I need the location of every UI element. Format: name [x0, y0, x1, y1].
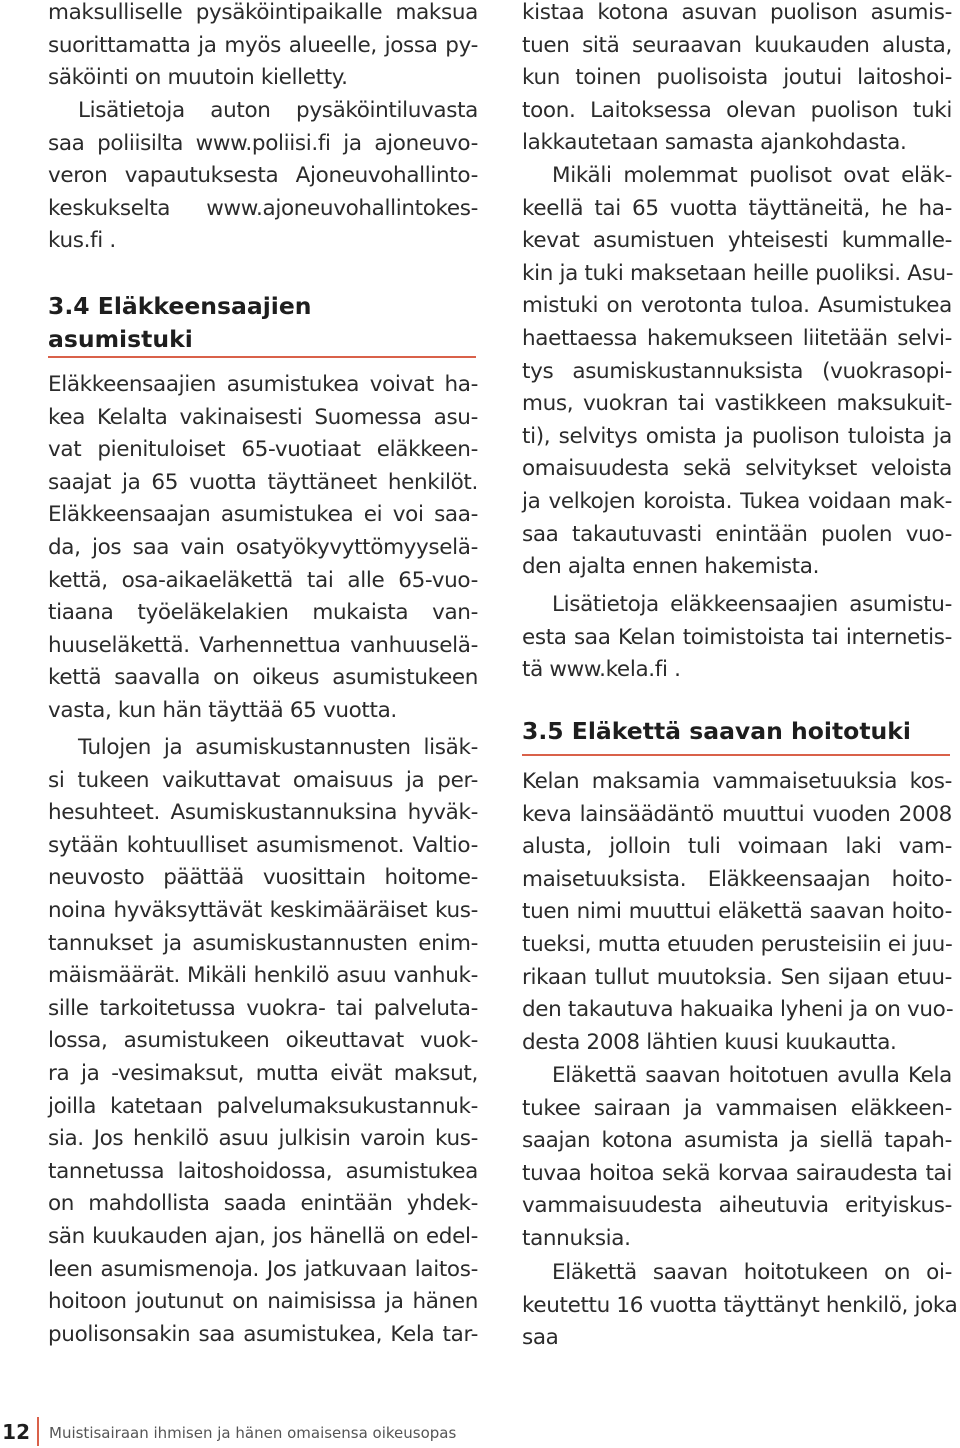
- text-line: vat pienituloiset 65-vuotiaat eläkkeen-: [48, 437, 478, 463]
- footer-divider: [37, 1417, 39, 1446]
- text-line: den takautuva hakuaika lyheni ja on vuo-: [522, 997, 954, 1023]
- text-line: tannetussa laitoshoidossa, asumistukea: [48, 1158, 478, 1184]
- text-line: keutettu 16 vuotta täyttänyt henkilö, joka: [522, 1292, 958, 1318]
- text-line: joilla katetaan palvelumaksukustannuk-: [48, 1093, 478, 1119]
- text-line: saajan kotona asumista ja siellä tapah-: [522, 1128, 952, 1154]
- section-heading-3-4: [48, 290, 478, 355]
- text-line: vasta, kun hän täyttää 65 vuotta.: [48, 697, 397, 723]
- text-line: alusta, jolloin tuli voimaan laki vam-: [522, 834, 952, 860]
- text-line: tuvaa hoitoa sekä korvaa sairaudesta tai: [522, 1160, 952, 1186]
- text-line: Mikäli molemmat puolisot ovat eläk-: [552, 163, 952, 188]
- heading-rule: [522, 754, 950, 756]
- text-line: kea Kelalta vakinaisesti Suomessa asu-: [48, 404, 478, 430]
- text-line: keellä tai 65 vuotta täyttäneitä, he ha-: [522, 195, 952, 221]
- paragraph: [522, 766, 952, 1059]
- text-line: saajat ja 65 vuotta täyttäneet henkilöt.: [48, 469, 478, 495]
- text-line: tueksi, mutta etuuden perusteisiin ei juu-: [522, 931, 953, 957]
- text-line: esta saa Kelan toimistoista tai internetis-: [522, 624, 952, 650]
- text-line: toon. Laitoksessa olevan puolison tuki: [522, 97, 952, 123]
- section-heading-3-5: [522, 715, 952, 748]
- text-line: huuseläkettä. Varhennettua vanhuuselä-: [48, 632, 478, 658]
- text-line: tiaana työeläkelakien mukaista van-: [48, 600, 478, 626]
- text-line: tannuksia.: [522, 1225, 631, 1251]
- text-line: saa poliisilta www.poliisi.fi ja ajoneuvo-: [48, 130, 478, 156]
- paragraph: [522, 1060, 952, 1256]
- text-line: lakkautetaan samasta ajankohdasta.: [522, 130, 907, 156]
- paragraph: [48, 369, 478, 728]
- text-line: saa takautuvasti enintään puolen vuo-: [522, 521, 952, 547]
- paragraph: [48, 95, 478, 258]
- text-line: lossa, asumistukeen oikeuttavat vuok-: [48, 1028, 478, 1054]
- text-line: ra ja -vesimaksut, mutta eivät maksut,: [48, 1060, 478, 1086]
- text-line: säköinti on muutoin kielletty.: [48, 65, 348, 91]
- text-line: Eläkettä saavan hoitotuen avulla Kela: [552, 1063, 952, 1088]
- heading-rule: [48, 356, 476, 358]
- text-line: Lisätietoja eläkkeensaajien asumistu-: [552, 592, 952, 617]
- text-line: tuen nimi muuttui eläkettä saavan hoito-: [522, 899, 952, 925]
- text-line: rikaan tullut muutoksia. Sen sijaan etuu-: [522, 964, 952, 990]
- text-line: vammaisuudesta aiheutuvia erityiskus-: [522, 1193, 952, 1219]
- text-line: kin ja tuki maksetaan heille puoliksi. Asu-: [522, 260, 954, 286]
- text-line: hesuhteet. Asumiskustannuksina hyväk-: [48, 800, 478, 826]
- text-line: Eläkkeensaajan asumistukea ei voi saa-: [48, 502, 478, 528]
- text-line: Kelan maksamia vammaisetuuksia kos-: [522, 769, 952, 794]
- page-number: 12: [2, 1420, 30, 1444]
- text-line: tuen sitä seuraavan kuukauden alusta,: [522, 32, 952, 58]
- text-line: saa: [522, 1325, 559, 1351]
- text-line: tannukset ja asumiskustannusten enim-: [48, 930, 478, 956]
- paragraph: [48, 0, 478, 95]
- text-line: sän kuukauden ajan, jos hänellä on edel-: [48, 1223, 478, 1249]
- text-line: keva lainsäädäntö muuttui vuoden 2008: [522, 801, 952, 827]
- heading-line: 3.5 Eläkettä saavan hoitotuki: [522, 717, 911, 745]
- text-line: Tulojen ja asumiskustannusten lisäk-: [78, 735, 478, 760]
- text-line: ti), selvitys omista ja puolison tuloista ja: [522, 423, 952, 449]
- paragraph: [522, 589, 952, 687]
- text-line: maisetuuksista. Eläkkeensaajan hoito-: [522, 866, 952, 892]
- text-line: ja velkojen koroista. Tukea voidaan mak-: [522, 488, 952, 514]
- text-line: kus.fi .: [48, 228, 116, 254]
- text-line: tukee sairaan ja vammaisen eläkkeen-: [522, 1095, 952, 1121]
- text-line: maksulliselle pysäköintipaikalle maksua: [48, 0, 478, 25]
- paragraph: [48, 732, 478, 1351]
- text-line: veron vapautuksesta Ajoneuvohallinto-: [48, 163, 478, 189]
- paragraph: [522, 0, 952, 160]
- text-line: mistuki on verotonta tuloa. Asumistukea: [522, 293, 952, 319]
- text-line: mus, vuokran tai vastikkeen maksukuit-: [522, 391, 952, 417]
- text-line: desta 2008 lähtien kuusi kuukautta.: [522, 1029, 897, 1055]
- text-line: kettä saavalla on oikeus asumistukeen: [48, 665, 478, 691]
- text-line: mäismäärät. Mikäli henkilö asuu vanhuk-: [48, 963, 478, 989]
- text-line: on mahdollista saada enintään yhdek-: [48, 1191, 478, 1217]
- text-line: tä www.kela.fi .: [522, 657, 681, 683]
- text-line: kettä, osa-aikaeläkettä tai alle 65-vuo-: [48, 567, 478, 593]
- text-line: sytään kohtuulliset asumismenot. Valtio-: [48, 832, 478, 858]
- paragraph: [522, 160, 952, 584]
- text-line: si tukeen vaikuttavat omaisuus ja per-: [48, 767, 478, 793]
- text-line: omaisuudesta sekä selvitykset veloista: [522, 456, 952, 482]
- footer-title: Muistisairaan ihmisen ja hänen omaisensa oikeusopas: [49, 1424, 457, 1442]
- text-line: kevat asumistuen yhteisesti kummalle-: [522, 228, 952, 254]
- heading-line: 3.4 Eläkkeensaajien: [48, 292, 312, 320]
- text-line: den ajalta ennen hakemista.: [522, 554, 820, 580]
- paragraph: [522, 1257, 958, 1355]
- text-line: suorittamatta ja myös alueelle, jossa py-: [48, 32, 478, 58]
- text-line: Lisätietoja auton pysäköintiluvasta: [78, 98, 478, 123]
- heading-line: asumistuki: [48, 324, 193, 353]
- text-line: Eläkettä saavan hoitotukeen on oi-: [552, 1260, 952, 1285]
- text-line: tys asumiskustannuksista (vuokrasopi-: [522, 358, 952, 384]
- text-line: puolisonsakin saa asumistukea, Kela tar-: [48, 1321, 478, 1347]
- text-line: Eläkkeensaajien asumistukea voivat ha-: [48, 372, 478, 397]
- text-line: da, jos saa vain osatyökyvyttömyyselä-: [48, 534, 478, 560]
- text-line: neuvosto päättää vuosittain hoitome-: [48, 865, 478, 891]
- text-line: hoitoon joutunut on naimisissa ja hänen: [48, 1289, 478, 1315]
- text-line: keskukselta www.ajoneuvohallintokes-: [48, 195, 478, 221]
- text-line: kun toinen puolisoista joutui laitoshoi-: [522, 65, 952, 91]
- text-line: kistaa kotona asuvan puolison asumis-: [522, 0, 952, 25]
- text-line: sille tarkoitetussa vuokra- tai palveluta-: [48, 995, 478, 1021]
- text-line: leen asumismenoja. Jos jatkuvaan laitos-: [48, 1256, 478, 1282]
- text-line: haettaessa hakemukseen liitetään selvi-: [522, 325, 952, 351]
- text-line: noina hyväksyttävät keskimääräiset kus-: [48, 897, 478, 923]
- text-line: sia. Jos henkilö asuu julkisin varoin kus-: [48, 1126, 478, 1152]
